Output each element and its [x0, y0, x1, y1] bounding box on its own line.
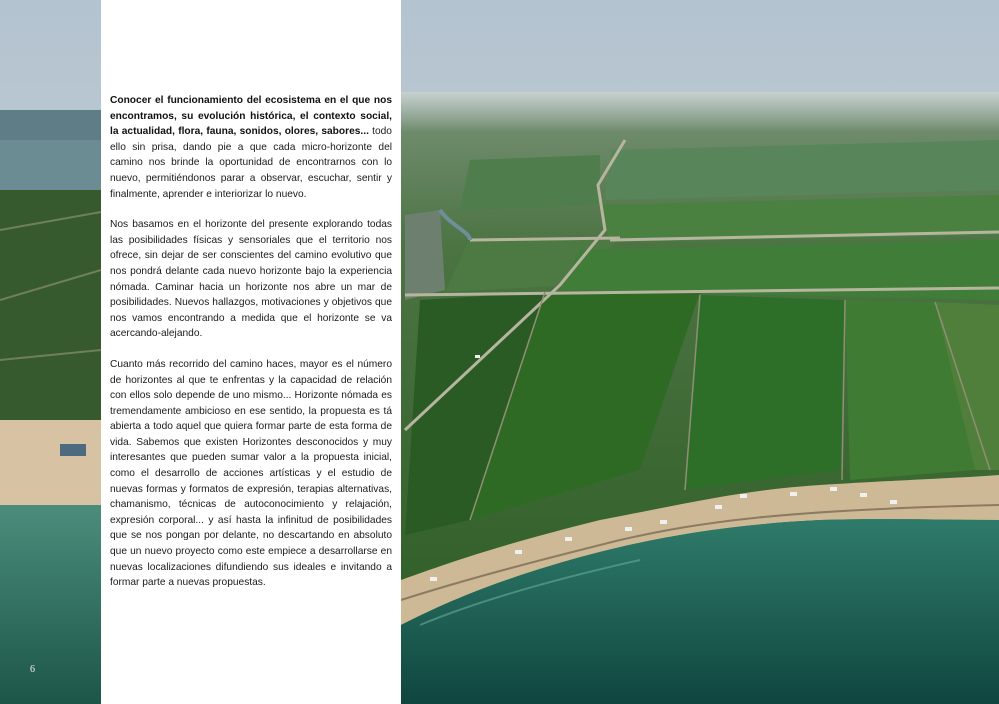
paragraph-recorrido: Cuanto más recorrido del camino haces, mayor es el número de horizontes al que te enfrentas y la capacidad de relación con ellos solo depende de uno mismo... Horizonte nómada es tremendamente ambicioso en ese sentido, la propuesta es tá abierta a todo aquel que quiera formar parte de esta forma de vida. Sabemos que existen Horizontes desconocidos y muy interesantes que pueden sumar valor a la propuesta inicial, como el desarrollo de acciones artísticas y el estudio de nuevas formas y formatos de expresión, terapias alternativas, chamanismo, técnicas de autoconocimiento y relajación, expresión corporal... y así hasta la infinitud de posibilidades que se nos pongan por delante, no descartando en absoluto que un nuevo proyecto como este empiece a desarrollarse en nuevas localizaciones difundiendo sus ideales e invitando a formar parte a nuevas propuestas. — [110, 358, 392, 589]
page-number: 6 — [30, 664, 35, 675]
intro-bold: Conocer el funcionamiento del ecosistema en el que nos encontramos, su evolución histórica, el contexto social, la actualidad, flora, fauna, sonidos, olores, sabores... — [110, 95, 392, 138]
paragraph-intro — [110, 93, 392, 202]
intro-rest: todo ello sin prisa, dando pie a que cada micro-horizonte del camino nos brinde la oportunidad de encontrarnos con lo nuevo, permitiéndonos parar a observar, escuchar, sentir y finalmente, aprender e interiorizar lo nuevo. — [110, 126, 392, 200]
text-column — [101, 0, 401, 704]
paragraph-horizonte-presente: Nos basamos en el horizonte del presente explorando todas las posibilidades físicas y sensoriales que el territorio nos ofrece, sin dejar de ser conscientes del camino evolutivo que nos pondrá delante cada nuevo horizonte bajo la experiencia nómada. Caminar hacia un horizonte nos abre un mar de posibilidades. Nuevos hallazgos, motivaciones y objetivos que nos vamos encontrando a medida que el horizonte se va acercando-alejando. — [110, 219, 392, 340]
